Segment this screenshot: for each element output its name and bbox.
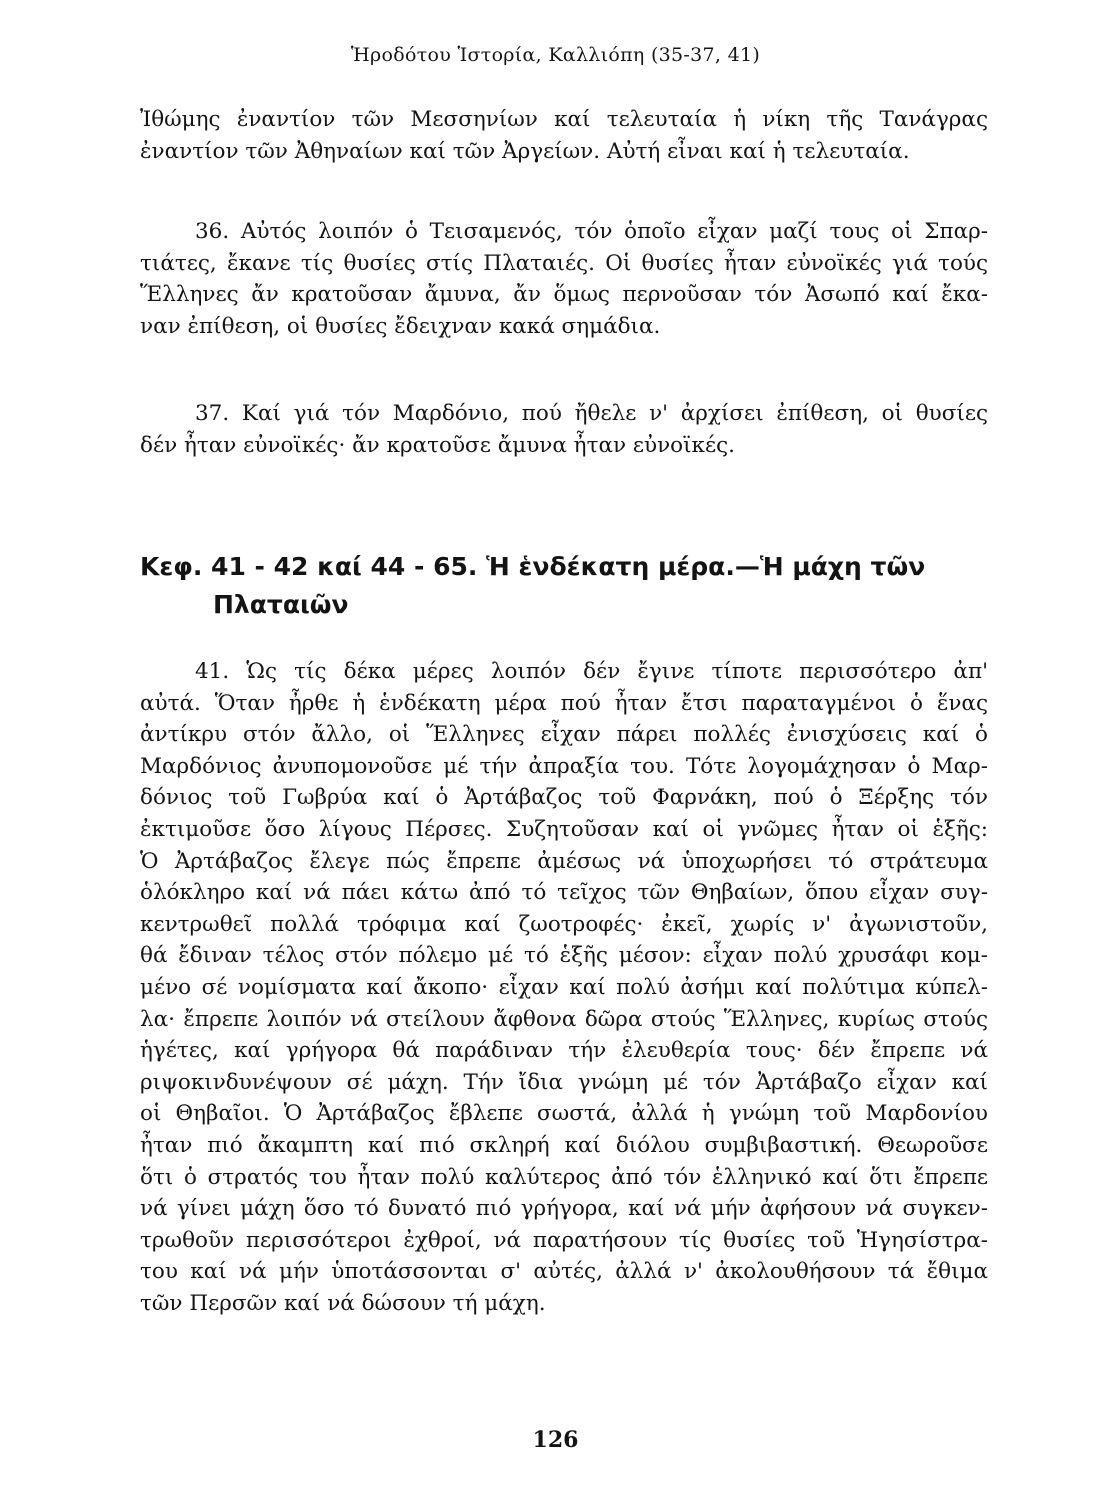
chapter-heading-line-2: Πλαταιῶν [213,590,349,619]
text-line: μένο σέ νομίσματα καί ἄκοπο· εἶχαν καί πολύ ἀσήμι καί πολύτιμα κύπελ- [140,974,988,1000]
text-line: ἐκτιμοῦσε ὅσο λίγους Πέρσες. Συζητοῦσαν καί οἱ γνῶμες ἦταν οἱ ἑξῆς: [140,816,988,842]
text-line: ναν ἐπίθεση, οἱ θυσίες ἔδειχναν κακά σημάδια. [140,313,661,339]
text-line: οἱ Θηβαῖοι. Ὁ Ἀρτάβαζος ἔβλεπε σωστά, ἀλλά ἡ γνώμη τοῦ Μαρδονίου [140,1101,988,1127]
text-line: τῶν Περσῶν καί νά δώσουν τή μάχη. [140,1290,546,1316]
chapter-heading-line-1: Κεφ. 41 - 42 καί 44 - 65. Ἡ ἑνδέκατη μέρα.—Ἡ μάχη τῶν [140,552,926,581]
text-line: αὐτά. Ὅταν ἦρθε ἡ ἑνδέκατη μέρα πού ἦταν ἔτσι παραταγμένοι ὁ ἕνας [140,690,988,716]
text-line: Ὁ Ἀρτάβαζος ἔλεγε πώς ἔπρεπε ἀμέσως νά ὑποχωρήσει τό στράτευμα [140,848,988,874]
text-line: 36. Αὐτός λοιπόν ὁ Τεισαμενός, τόν ὁποῖο εἶχαν μαζί τους οἱ Σπαρ- [195,219,988,244]
text-line: 37. Καί γιά τόν Μαρδόνιο, πού ἤθελε ν' ἀρχίσει ἐπίθεση, οἱ θυσίες [195,401,988,426]
text-line: δόνιος τοῦ Γωβρύα καί ὁ Ἀρτάβαζος τοῦ Φαρνάκη, πού ὁ Ξέρξης τόν [140,785,988,811]
text-line: λα· ἔπρεπε λοιπόν νά στείλουν ἄφθονα δῶρα στούς Ἕλληνες, κυρίως στούς [140,1006,988,1032]
text-line: ἀντίκρυ στόν ἄλλο, οἱ Ἕλληνες εἶχαν πάρει πολλές ἐνισχύσεις καί ὁ [140,722,988,748]
text-line: νά γίνει μάχη ὅσο τό δυνατό πιό γρήγορα, καί νά μήν ἀφήσουν νά συγκεν- [140,1196,988,1222]
text-line: ἦταν πιό ἄκαμπτη καί πιό σκληρή καί διόλου συμβιβαστική. Θεωροῦσε [140,1132,988,1158]
text-line: του καί νά μήν ὑποτάσσονται σ' αὐτές, ἀλλά ν' ἀκολουθήσουν τά ἔθιμα [140,1259,988,1285]
chapter-heading [140,548,1000,624]
running-header: Ἡροδότου Ἱστορία, Καλλιόπη (35-37, 41) [350,44,761,66]
page-number: 126 [532,1427,579,1453]
paragraph-41 [140,656,988,1319]
text-line: 41. Ὡς τίς δέκα μέρες λοιπόν δέν ἔγινε τίποτε περισσότερο ἀπ' [195,659,988,684]
text-line: Ἕλληνες ἄν κρατοῦσαν ἄμυνα, ἄν ὅμως περνοῦσαν τόν Ἀσωπό καί ἔκα- [140,282,988,308]
text-line: ἡγέτες, καί γρήγορα θά παράδιναν τήν ἐλευθερία τους· δέν ἔπρεπε νά [140,1038,988,1064]
text-line: Μαρδόνιος ἀνυπομονοῦσε μέ τήν ἀπραξία του. Τότε λογομάχησαν ὁ Μαρ- [140,753,988,779]
intro-paragraph [140,104,988,167]
text-line: Ἰθώμης ἐναντίον τῶν Μεσσηνίων καί τελευταία ἡ νίκη τῆς Τανάγρας [140,107,988,132]
text-line: ὁλόκληρο καί νά πάει κάτω ἀπό τό τεῖχος τῶν Θηβαίων, ὅπου εἶχαν συγ- [140,880,988,906]
text-line: τρωθοῦν περισσότεροι ἐχθροί, νά παρατήσουν τίς θυσίες τοῦ Ἡγησίστρα- [140,1227,988,1253]
text-line: δέν ἦταν εὐνοϊκές· ἄν κρατοῦσε ἄμυνα ἦταν εὐνοϊκές. [140,432,735,458]
paragraph-37 [140,398,988,461]
text-line: ἐναντίον τῶν Ἀθηναίων καί τῶν Ἀργείων. Αὐτή εἶναι καί ἡ τελευταία. [140,138,910,164]
paragraph-36 [140,216,988,342]
text-line: ριψοκινδυνέψουν σέ μάχη. Τήν ἴδια γνώμη μέ τόν Ἀρτάβαζο εἶχαν καί [140,1069,988,1095]
text-line: κεντρωθεῖ πολλά τρόφιμα καί ζωοτροφές· ἐκεῖ, χωρίς ν' ἀγωνιστοῦν, [140,911,988,937]
text-line: θά ἔδιναν τέλος στόν πόλεμο μέ τό ἑξῆς μέσον: εἶχαν πολύ χρυσάφι κομ- [140,943,988,969]
text-line: ὅτι ὁ στρατός του ἦταν πολύ καλύτερος ἀπό τόν ἑλληνικό καί ὅτι ἔπρεπε [140,1164,988,1190]
text-line: τιάτες, ἔκανε τίς θυσίες στίς Πλαταιές. Οἱ θυσίες ἦταν εὐνοϊκές γιά τούς [140,250,988,276]
